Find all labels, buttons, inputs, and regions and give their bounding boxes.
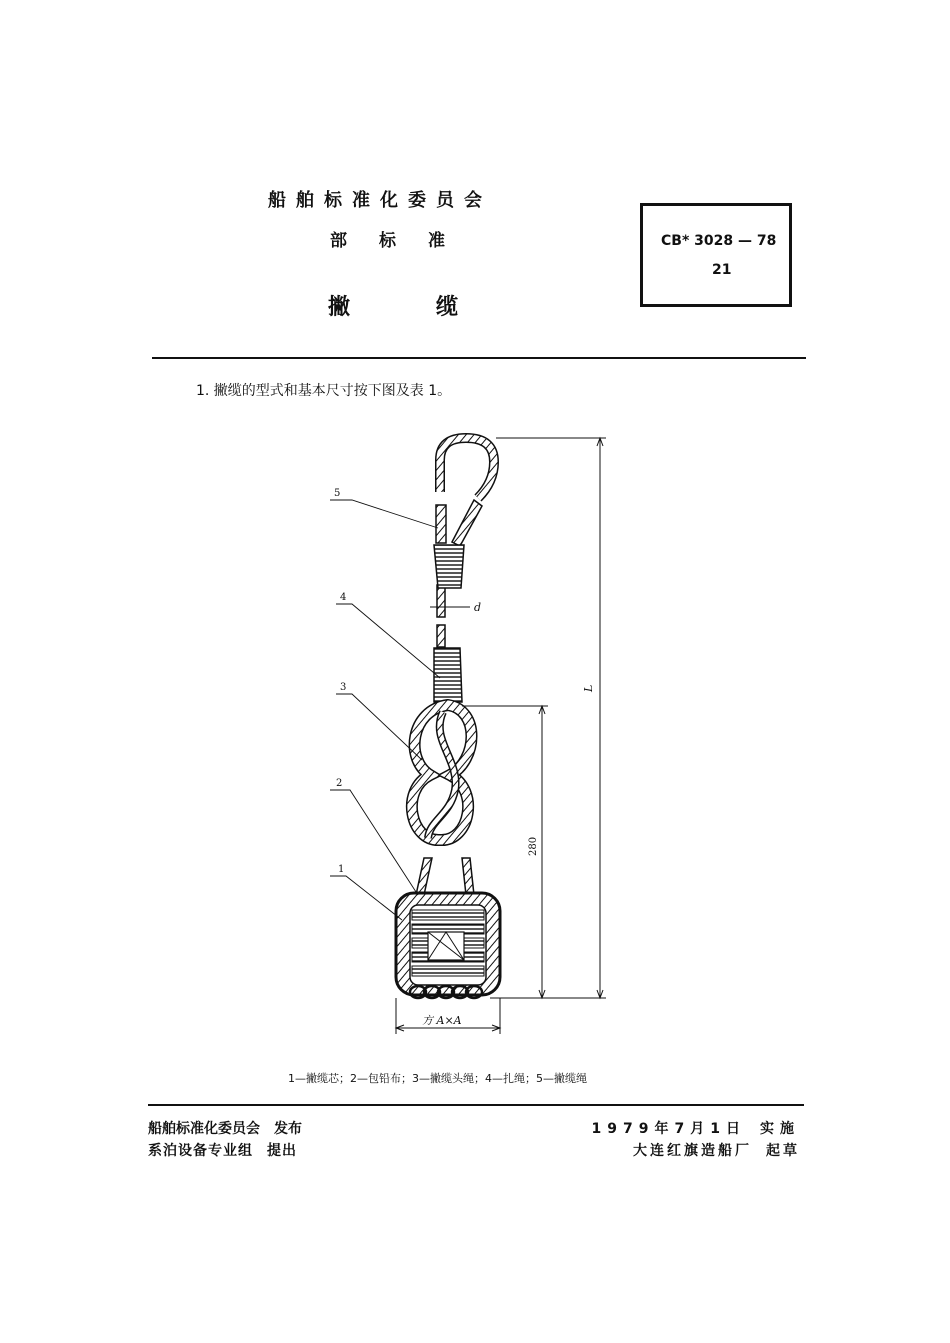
footer-drafter-line <box>633 1140 800 1160</box>
figure-caption: 1—撇缆芯；2—包铅布；3—撇缆头绳；4—扎绳；5—撇缆绳 <box>288 1072 587 1085</box>
upper-seizing <box>434 545 464 588</box>
footer-proposer-line <box>148 1140 297 1160</box>
footer-effective-line <box>592 1118 800 1138</box>
committee-heading: 船舶标准化委员会 <box>268 190 492 211</box>
proposed-label: 提出 <box>267 1143 297 1159</box>
heaving-line-core <box>396 893 500 995</box>
drafter: 大连红旗造船厂 <box>633 1143 752 1159</box>
standard-level-heading: 部标准 <box>330 231 477 251</box>
standard-code: CB* 3028 — 78 <box>661 233 777 249</box>
clause-1-text: 1. 撇缆的型式和基本尺寸按下图及表 1。 <box>196 383 452 399</box>
page-title: 撇缆 <box>328 295 545 320</box>
lower-seizing <box>434 648 462 702</box>
effective-date: 1979年7月1日 <box>591 1121 746 1137</box>
issuer: 船舶标准化委员会 <box>148 1121 260 1137</box>
part-label-1: 1 <box>338 864 345 875</box>
drafted-label: 起草 <box>766 1143 800 1159</box>
effective-label: 实施 <box>760 1121 800 1137</box>
proposer: 系泊设备专业组 <box>148 1143 253 1159</box>
rope-eye-loop <box>440 438 494 498</box>
part-label-4: 4 <box>340 592 347 603</box>
footer-issuer-line <box>148 1118 302 1138</box>
issued-label: 发布 <box>274 1121 302 1137</box>
dim-d-label: d <box>474 601 482 614</box>
dim-L-label: L <box>582 684 595 692</box>
head-rope-knot <box>412 705 472 840</box>
standard-sub-number: 21 <box>712 262 732 278</box>
dim-square-label: 方 A×A <box>422 1014 462 1027</box>
dimension-L <box>490 438 606 998</box>
part-label-5: 5 <box>334 488 341 499</box>
footer-divider <box>148 1104 804 1106</box>
part-label-3: 3 <box>340 682 347 693</box>
dim-280-label: 280 <box>528 836 539 856</box>
part-label-2: 2 <box>336 778 343 789</box>
head-rope-legs <box>416 858 474 895</box>
